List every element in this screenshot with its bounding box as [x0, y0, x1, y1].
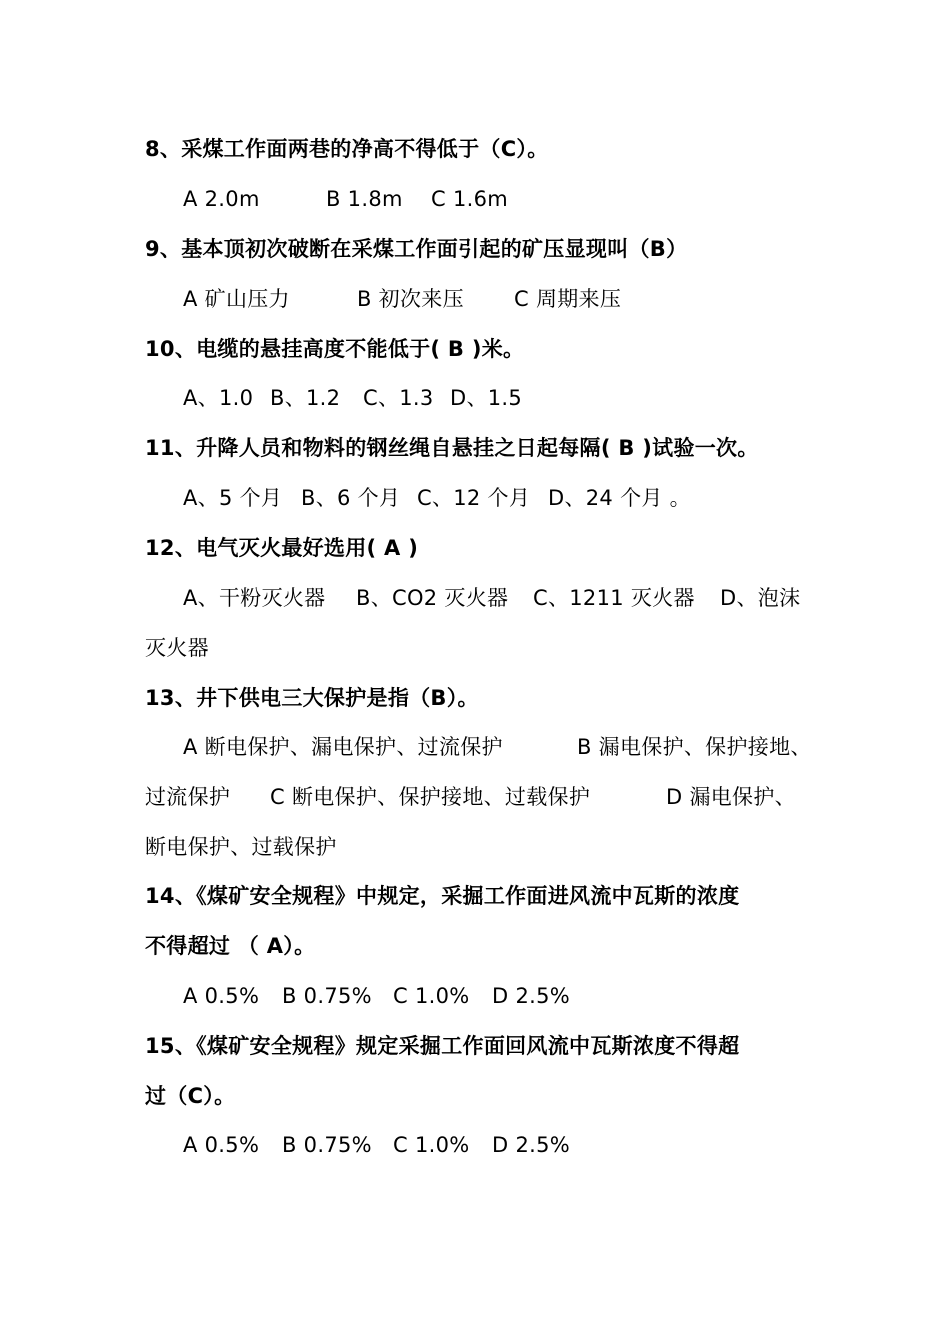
question-15-options: [183, 1130, 570, 1160]
question-15-stem-continued: 过（C）。: [145, 1084, 236, 1108]
question-13-options-line-2: [145, 782, 796, 812]
option-a: A、干粉灭火器: [183, 586, 326, 610]
question-14-stem: 14、《煤矿安全规程》中规定，采掘工作面进风流中瓦斯的浓度: [145, 884, 740, 908]
option-b: B 0.75%: [282, 984, 372, 1008]
option-b: B、CO2 灭火器: [356, 586, 509, 610]
question-9-stem: 9、基本顶初次破断在采煤工作面引起的矿压显现叫（B）: [145, 237, 688, 261]
option-c: C 1.0%: [393, 984, 470, 1008]
option-c: C 断电保护、保护接地、过载保护: [270, 785, 591, 809]
option-d: D、24 个月 。: [548, 486, 691, 510]
option-b-continued: 过流保护: [145, 785, 231, 809]
question-8-stem: 8、采煤工作面两巷的净高不得低于（C）。: [145, 137, 549, 161]
question-12-stem: 12、电气灭火最好选用( A ): [145, 536, 419, 560]
option-b: B、1.2: [270, 386, 341, 410]
question-12-options-continued: 灭火器: [145, 636, 209, 660]
option-d: D 漏电保护、: [666, 785, 796, 809]
option-a: A 0.5%: [183, 984, 260, 1008]
question-14-options: [183, 981, 570, 1011]
question-11-stem: 11、升降人员和物料的钢丝绳自悬挂之日起每隔( B )试验一次。: [145, 436, 759, 460]
question-8-options: [183, 184, 508, 214]
option-b: B 1.8m: [326, 187, 403, 211]
option-d: D、1.5: [450, 386, 523, 410]
option-d: D 2.5%: [492, 984, 570, 1008]
option-a: A 0.5%: [183, 1133, 260, 1157]
option-c: C、1.3: [363, 386, 434, 410]
option-a: A 矿山压力: [183, 287, 290, 311]
option-b: B 初次来压: [357, 287, 464, 311]
question-11-options: [183, 483, 691, 513]
question-15-stem: 15、《煤矿安全规程》规定采掘工作面回风流中瓦斯浓度不得超: [145, 1034, 740, 1058]
question-10-stem: 10、电缆的悬挂高度不能低于( B )米。: [145, 337, 525, 361]
question-9-options: [183, 284, 621, 314]
question-13-options: [183, 732, 812, 762]
question-13-options-line-3: 断电保护、过载保护: [145, 835, 337, 859]
question-10-options: [183, 383, 522, 413]
option-b: B、6 个月: [301, 486, 401, 510]
option-a: A、5 个月: [183, 486, 283, 510]
option-c: C 1.0%: [393, 1133, 470, 1157]
question-14-stem-continued: 不得超过 （ A）。: [145, 934, 316, 958]
question-12-options: [183, 583, 800, 613]
option-c: C、1211 灭火器: [533, 586, 695, 610]
option-c: C 周期来压: [514, 287, 622, 311]
option-a: A、1.0: [183, 386, 254, 410]
option-b: B 漏电保护、保护接地、: [577, 735, 812, 759]
option-a: A 2.0m: [183, 187, 260, 211]
option-c: C 1.6m: [431, 187, 508, 211]
option-d: D 2.5%: [492, 1133, 570, 1157]
option-b: B 0.75%: [282, 1133, 372, 1157]
option-a: A 断电保护、漏电保护、过流保护: [183, 735, 503, 759]
question-13-stem: 13、井下供电三大保护是指（B）。: [145, 686, 479, 710]
option-c: C、12 个月: [417, 486, 531, 510]
option-d: D、泡沫: [720, 586, 801, 610]
